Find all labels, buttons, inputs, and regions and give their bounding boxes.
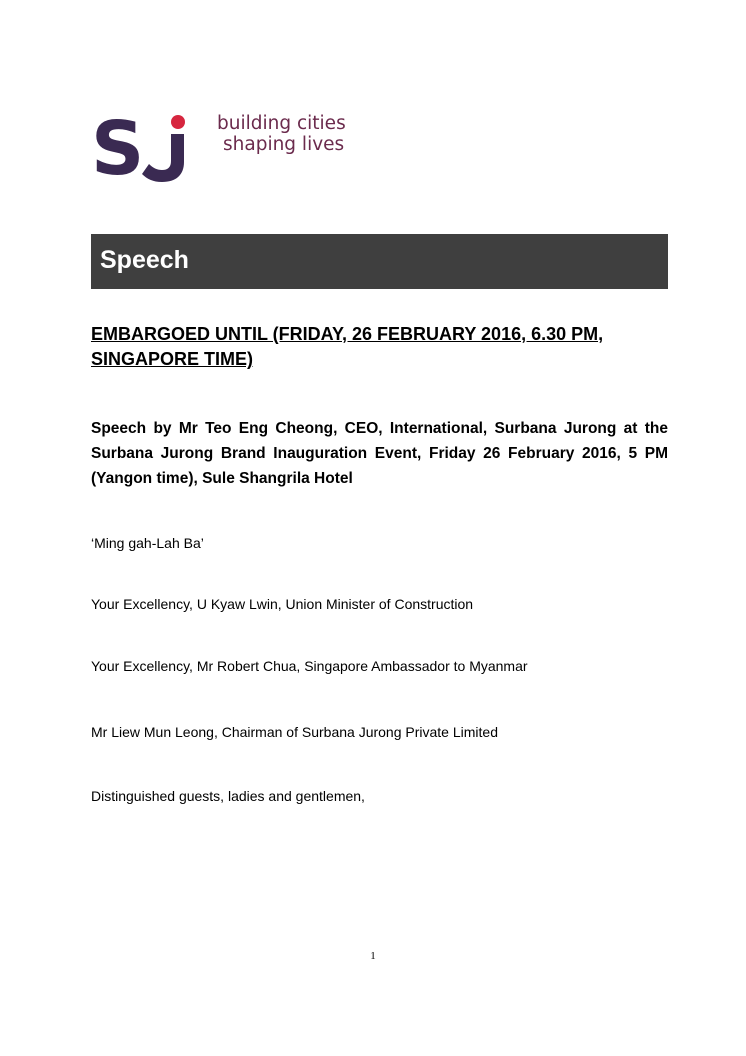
speech-banner	[91, 234, 668, 289]
salutation-chairman: Mr Liew Mun Leong, Chairman of Surbana Jurong Private Limited	[91, 724, 498, 740]
salutation-guests: Distinguished guests, ladies and gentlemen,	[91, 788, 365, 804]
greeting-paragraph: ‘Ming gah-Lah Ba’	[91, 535, 204, 551]
logo-j-shape	[142, 134, 184, 182]
sj-logo-mark	[91, 112, 201, 182]
embargo-notice: EMBARGOED UNTIL (FRIDAY, 26 FEBRUARY 2016, 6.30 PM, SINGAPORE TIME)	[91, 324, 604, 369]
speech-subtitle: Speech by Mr Teo Eng Cheong, CEO, International, Surbana Jurong at the Surbana Jurong Brand Inauguration Event, Friday 26 February 2016, 5 PM (Yangon time), Sule Shangrila Hotel	[91, 420, 668, 487]
page-number: 1	[370, 950, 376, 962]
banner-title: Speech	[100, 246, 189, 274]
salutation-ambassador: Your Excellency, Mr Robert Chua, Singapore Ambassador to Myanmar	[91, 658, 528, 674]
salutation-minister: Your Excellency, U Kyaw Lwin, Union Minister of Construction	[91, 596, 474, 612]
company-logo	[91, 112, 361, 182]
logo-mark-text: S	[91, 112, 141, 182]
tagline-line-1: building cities	[217, 113, 346, 134]
logo-red-dot	[171, 115, 185, 129]
tagline-line-2: shaping lives	[223, 134, 345, 155]
logo-tagline	[217, 113, 346, 155]
